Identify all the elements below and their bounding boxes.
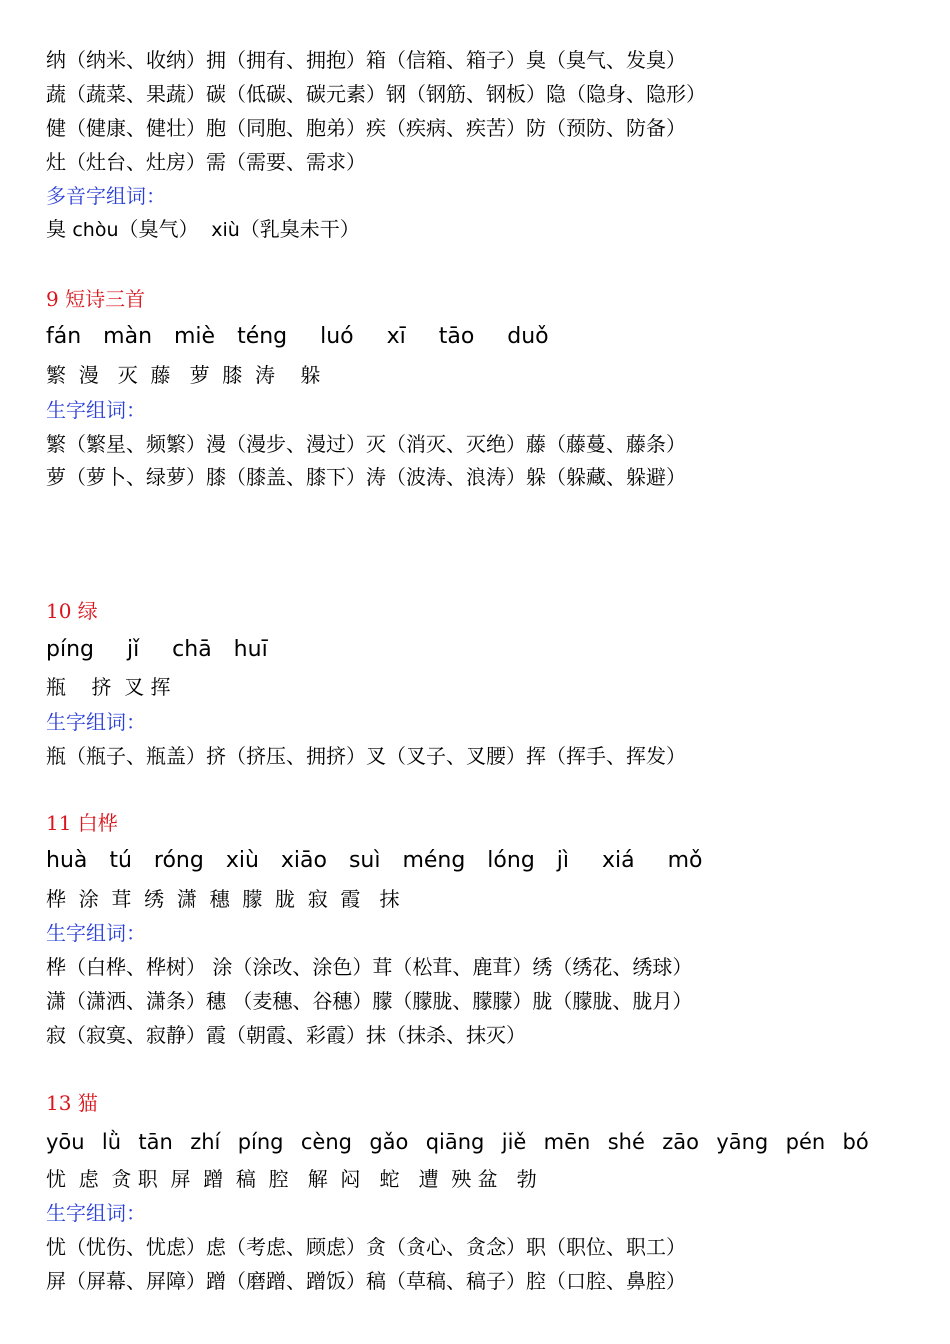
polyphone-char: 臭 [46, 217, 73, 241]
pinyin-line: yōu lǜ tān zhí píng cèng gǎo qiāng jiě mēn shé zāo yāng pén bó [46, 1130, 869, 1154]
character-line: 瓶 挤 叉 挥 [46, 675, 171, 699]
section-label: 生字组词： [46, 710, 146, 734]
pinyin-line: píng jǐ chā huī [46, 637, 268, 662]
word-line: 桦（白桦、桦树） 涂（涂改、涂色）茸（松茸、鹿茸）绣（绣花、绣球） [46, 955, 693, 979]
word-line: 萝（萝卜、绿萝）膝（膝盖、膝下）涛（波涛、浪涛）躲（躲藏、躲避） [46, 465, 686, 489]
polyphone-pinyin-1: chòu [72, 219, 119, 241]
word-line: 灶（灶台、灶房）需（需要、需求） [46, 150, 366, 174]
word-line: 纳（纳米、收纳）拥（拥有、拥抱）箱（信箱、箱子）臭（臭气、发臭） [46, 48, 686, 72]
word-line: 健（健康、健壮）胞（同胞、胞弟）疾（疾病、疾苦）防（预防、防备） [46, 116, 686, 140]
section-label: 生字组词： [46, 1201, 146, 1225]
character-line: 忧 虑 贪 职 屏 蹭 稿 腔 解 闷 蛇 遭 殃 盆 勃 [46, 1167, 537, 1191]
section-heading: 9 短诗三首 [46, 287, 146, 311]
section-heading: 13 猫 [46, 1091, 98, 1115]
character-line: 繁 漫 灭 藤 萝 膝 涛 躲 [46, 363, 321, 387]
polyphone-label: 多音字组词： [46, 184, 166, 208]
section-label: 生字组词： [46, 921, 146, 945]
character-line: 桦 涂 茸 绣 潇 穗 朦 胧 寂 霞 抹 [46, 887, 400, 911]
word-line: 屏（屏幕、屏障）蹭（磨蹭、蹭饭）稿（草稿、稿子）腔（口腔、鼻腔） [46, 1269, 686, 1293]
pinyin-line: fán màn miè téng luó xī tāo duǒ [46, 324, 549, 349]
word-line: 寂（寂寞、寂静）霞（朝霞、彩霞）抹（抹杀、抹灭） [46, 1023, 526, 1047]
polyphone-line [46, 216, 360, 243]
word-line: 潇（潇洒、潇条）穗 （麦穗、谷穗）朦（朦胧、朦朦）胧（朦胧、胧月） [46, 989, 693, 1013]
section-heading: 10 绿 [46, 599, 98, 623]
polyphone-word-2: （乳臭未干） [239, 217, 360, 241]
section-label: 生字组词： [46, 398, 146, 422]
polyphone-pinyin-2: xiù [211, 219, 240, 241]
word-line: 瓶（瓶子、瓶盖）挤（挤压、拥挤）叉（叉子、叉腰）挥（挥手、挥发） [46, 744, 686, 768]
section-heading: 11 白桦 [46, 811, 118, 835]
word-line: 忧（忧伤、忧虑）虑（考虑、顾虑）贪（贪心、贪念）职（职位、职工） [46, 1235, 686, 1259]
polyphone-word-1: （臭气） [118, 217, 212, 241]
pinyin-line: huà tú róng xiù xiāo suì méng lóng jì xiá mǒ [46, 848, 703, 873]
word-line: 繁（繁星、频繁）漫（漫步、漫过）灭（消灭、灭绝）藤（藤蔓、藤条） [46, 432, 686, 456]
word-line: 蔬（蔬菜、果蔬）碳（低碳、碳元素）钢（钢筋、钢板）隐（隐身、隐形） [46, 82, 706, 106]
